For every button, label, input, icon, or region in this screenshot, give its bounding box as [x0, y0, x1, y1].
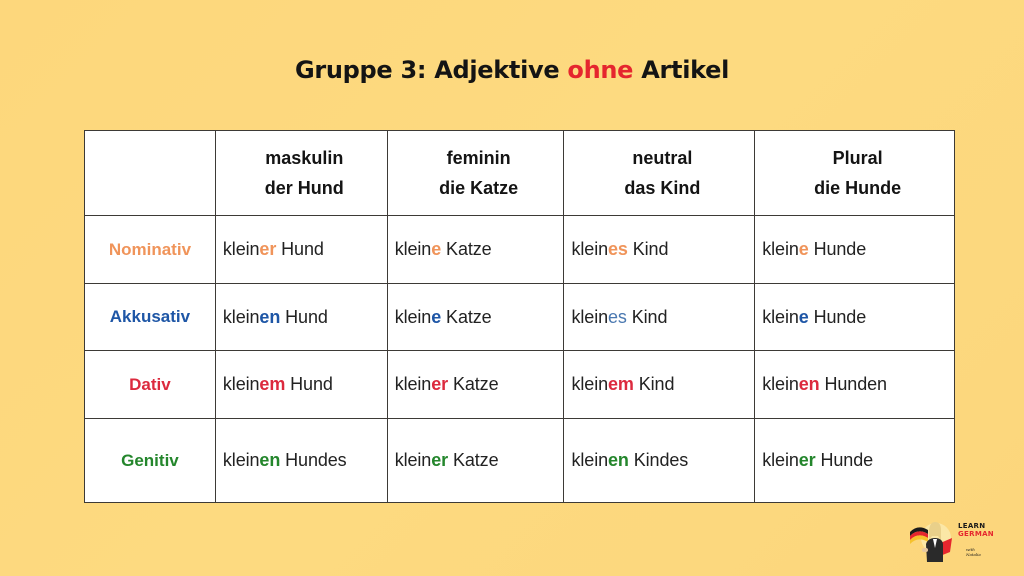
adjective-stem: klein	[571, 306, 609, 327]
cell-dativ-plural	[755, 351, 955, 419]
adjective-ending: en	[259, 450, 281, 470]
adjective-stem: klein	[394, 450, 432, 470]
case-label-nominativ: Nominativ	[85, 216, 216, 284]
adjective-ending: en	[798, 374, 820, 394]
header-example: das Kind	[624, 178, 701, 198]
adjective-ending: en	[259, 306, 281, 327]
adjective-ending: er	[798, 450, 816, 470]
adjective-ending: er	[259, 239, 277, 259]
noun: Hunde	[808, 306, 867, 327]
row-genitiv	[85, 419, 955, 503]
adjective-ending: e	[431, 239, 442, 259]
header-neutral	[564, 131, 755, 216]
adjective-ending: em	[608, 374, 634, 394]
header-gender: maskulin	[265, 148, 344, 168]
noun: Kindes	[628, 450, 689, 470]
header-gender: feminin	[446, 148, 511, 168]
case-label-genitiv: Genitiv	[85, 419, 216, 503]
noun: Katze	[448, 374, 499, 394]
noun: Katze	[441, 239, 492, 259]
title-suffix: Artikel	[633, 56, 730, 84]
cell-genitiv-neutral	[564, 419, 755, 503]
adjective-stem: klein	[222, 239, 260, 259]
adjective-stem: klein	[222, 450, 260, 470]
logo-learn: LEARN	[958, 522, 986, 530]
header-maskulin	[215, 131, 387, 216]
adjective-ending: es	[608, 306, 627, 327]
noun: Katze	[448, 450, 499, 470]
cell-genitiv-plural	[755, 419, 955, 503]
adjective-stem: klein	[762, 374, 799, 394]
header-feminin	[387, 131, 564, 216]
noun: Hunden	[819, 374, 887, 394]
row-nominativ	[85, 216, 955, 284]
adjective-stem: klein	[394, 239, 432, 259]
title-highlight: ohne	[567, 56, 634, 84]
cell-genitiv-feminin	[387, 419, 564, 503]
header-gender: neutral	[632, 148, 693, 168]
header-plural	[755, 131, 955, 216]
header-example: die Katze	[439, 178, 519, 198]
row-dativ	[85, 351, 955, 419]
adjective-ending: en	[608, 450, 629, 470]
adjective-ending: es	[608, 239, 628, 259]
title-prefix: Gruppe 3: Adjektive	[294, 56, 568, 84]
noun: Hunde	[808, 239, 867, 259]
header-example: die Hunde	[814, 178, 902, 198]
adjective-stem: klein	[571, 374, 609, 394]
adjective-stem: klein	[222, 306, 260, 327]
cell-genitiv-maskulin	[215, 419, 387, 503]
cell-dativ-maskulin	[215, 351, 387, 419]
noun: Hund	[276, 239, 324, 259]
adjective-stem: klein	[571, 450, 609, 470]
noun: Hund	[280, 306, 328, 327]
noun: Hundes	[280, 450, 347, 470]
header-row	[85, 131, 955, 216]
adjective-ending: e	[798, 239, 809, 259]
adjective-ending: e	[798, 306, 809, 327]
adjective-stem: klein	[222, 374, 260, 394]
noun: Hund	[285, 374, 333, 394]
logo-tagline: with Natalia	[966, 547, 981, 557]
case-label-dativ: Dativ	[85, 351, 216, 419]
cell-nominativ-maskulin	[215, 216, 387, 284]
declension-table	[84, 130, 955, 503]
header-example: der Hund	[264, 178, 344, 198]
cell-nominativ-feminin	[387, 216, 564, 284]
adjective-stem: klein	[571, 239, 609, 259]
cell-akkusativ-neutral	[564, 284, 755, 351]
adjective-ending: e	[431, 306, 442, 327]
brand-logo	[908, 518, 994, 566]
adjective-stem: klein	[394, 306, 432, 327]
cell-akkusativ-feminin	[387, 284, 564, 351]
noun: Hunde	[815, 450, 874, 470]
cell-dativ-neutral	[564, 351, 755, 419]
adjective-ending: er	[431, 450, 449, 470]
cell-nominativ-plural	[755, 216, 955, 284]
noun: Kind	[627, 239, 669, 259]
corner-cell	[85, 131, 216, 216]
adjective-ending: em	[259, 374, 286, 394]
adjective-stem: klein	[762, 239, 799, 259]
teacher-flag-icon	[908, 518, 956, 566]
case-label-akkusativ: Akkusativ	[85, 284, 216, 351]
adjective-stem: klein	[762, 306, 799, 327]
row-akkusativ	[85, 284, 955, 351]
cell-dativ-feminin	[387, 351, 564, 419]
cell-akkusativ-maskulin	[215, 284, 387, 351]
header-gender: Plural	[832, 148, 883, 168]
page-title	[0, 56, 1024, 84]
noun: Kind	[633, 374, 675, 394]
noun: Katze	[441, 306, 492, 327]
adjective-stem: klein	[762, 450, 799, 470]
noun: Kind	[626, 306, 668, 327]
cell-akkusativ-plural	[755, 284, 955, 351]
logo-german: GERMAN	[958, 530, 994, 538]
cell-nominativ-neutral	[564, 216, 755, 284]
adjective-stem: klein	[394, 374, 432, 394]
adjective-ending: er	[431, 374, 449, 394]
